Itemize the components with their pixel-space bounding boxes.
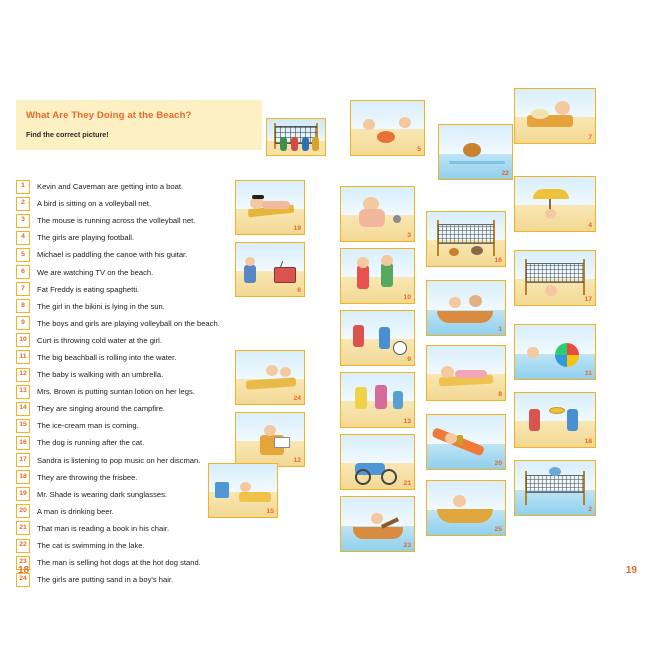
picture-card[interactable] <box>514 250 596 306</box>
picture-card[interactable] <box>340 310 415 366</box>
item-number: 14 <box>16 402 30 416</box>
item-text: The dog is running after the cat. <box>37 438 145 448</box>
bicycle-wheel <box>355 469 371 485</box>
boy-head <box>381 255 393 266</box>
sunglasses-icon <box>252 195 264 199</box>
player-figure <box>379 327 390 349</box>
item-number: 8 <box>16 299 30 313</box>
sky-background <box>427 481 505 511</box>
cat-head <box>463 143 481 157</box>
item-text: A bird is sitting on a volleyball net. <box>37 199 151 209</box>
sandra-head <box>545 285 557 296</box>
list-item[interactable] <box>16 263 256 280</box>
item-number: 6 <box>16 265 30 279</box>
card-number: 8 <box>498 391 502 398</box>
boat-shape <box>437 509 493 523</box>
left-page <box>0 0 327 655</box>
item-text: A man is drinking beer. <box>37 506 114 516</box>
page-title: What Are They Doing at the Beach? <box>26 110 192 121</box>
item-number: 7 <box>16 282 30 296</box>
picture-card[interactable] <box>426 480 506 536</box>
card-number: 12 <box>293 457 301 464</box>
sky-background <box>351 101 424 131</box>
card-number: 6 <box>297 287 301 294</box>
item-number: 9 <box>16 316 30 330</box>
list-item[interactable] <box>16 349 256 366</box>
picture-card[interactable] <box>340 372 415 428</box>
list-item[interactable] <box>16 537 256 554</box>
card-number: 7 <box>588 134 592 141</box>
card-number: 20 <box>494 460 502 467</box>
item-text: The man is selling hot dogs at the hot dog stand. <box>37 558 201 568</box>
list-item[interactable] <box>16 554 256 571</box>
list-item[interactable] <box>16 212 256 229</box>
picture-card[interactable] <box>514 324 596 380</box>
lounger-shape <box>239 492 271 502</box>
card-number: 25 <box>494 526 502 533</box>
card-number: 21 <box>403 480 411 487</box>
woman-body <box>455 370 487 378</box>
picture-card[interactable] <box>426 414 506 470</box>
item-text: Fat Freddy is eating spaghetti. <box>37 284 140 294</box>
picture-card[interactable] <box>350 100 425 156</box>
card-number: 24 <box>293 395 301 402</box>
item-number: 10 <box>16 333 30 347</box>
caveman-head <box>469 295 482 307</box>
cooler-box <box>215 482 229 498</box>
bird-shape <box>549 467 561 476</box>
person-head <box>399 117 411 128</box>
child-figure <box>355 387 367 409</box>
item-number: 19 <box>16 487 30 501</box>
item-number: 23 <box>16 556 30 570</box>
player-figure-yellow <box>312 137 319 151</box>
picture-card[interactable] <box>235 412 305 467</box>
list-item[interactable] <box>16 332 256 349</box>
item-text: The ice-cream man is coming. <box>37 421 139 431</box>
picture-card[interactable] <box>235 180 305 235</box>
card-number: 22 <box>501 170 509 177</box>
card-number: 10 <box>403 294 411 301</box>
child-head <box>266 365 278 376</box>
item-text: The big beachball is rolling into the water. <box>37 352 177 362</box>
kevin-head <box>449 297 461 308</box>
card-number: 2 <box>588 506 592 513</box>
picture-card[interactable] <box>208 463 278 518</box>
picture-card[interactable] <box>514 392 596 448</box>
player-figure <box>529 409 540 431</box>
picture-card[interactable] <box>426 345 506 401</box>
dog-shape <box>471 246 483 255</box>
picture-card[interactable] <box>426 280 506 336</box>
picture-card[interactable] <box>426 211 506 267</box>
person-body <box>262 201 290 209</box>
net-mesh <box>526 263 584 283</box>
item-text: Kevin and Caveman are getting into a boat. <box>37 182 184 192</box>
list-item[interactable] <box>16 195 256 212</box>
picture-card[interactable] <box>340 434 415 490</box>
picture-card[interactable] <box>235 242 305 297</box>
item-text: The girls are putting sand in a boy's hair. <box>37 575 174 585</box>
picture-card-net-header[interactable] <box>266 118 326 156</box>
item-text: The boys and girls are playing volleyball on the beach. <box>37 318 220 328</box>
item-number: 12 <box>16 368 30 382</box>
child-head <box>280 367 291 377</box>
net-mesh <box>438 224 494 244</box>
water-ripple <box>449 161 505 164</box>
item-text: They are singing around the campfire. <box>37 404 165 414</box>
item-number: 20 <box>16 504 30 518</box>
boy-figure <box>381 263 393 287</box>
item-number: 17 <box>16 453 30 467</box>
cat-shape <box>449 248 459 256</box>
child-figure <box>393 391 403 409</box>
card-number: 16 <box>494 257 502 264</box>
item-text: The girls are playing football. <box>37 233 135 243</box>
item-number: 3 <box>16 214 30 228</box>
tv-screen <box>274 267 296 283</box>
book-shape <box>274 437 290 448</box>
canoe-shape <box>353 527 403 539</box>
item-number: 22 <box>16 539 30 553</box>
person-head <box>453 495 466 507</box>
beer-glass <box>457 435 463 445</box>
bicycle-wheel <box>381 469 397 485</box>
list-item[interactable] <box>16 383 256 400</box>
item-text: The cat is swimming in the lake. <box>37 541 145 551</box>
item-text: Sandra is listening to pop music on her discman. <box>37 455 201 465</box>
card-number: 23 <box>403 542 411 549</box>
item-text: Mr. Shade is wearing dark sunglasses. <box>37 489 168 499</box>
child-head <box>527 347 539 358</box>
sky-background <box>427 281 505 311</box>
item-text: Mrs. Brown is putting suntan lotion on her legs. <box>37 387 195 397</box>
card-number: 5 <box>417 146 421 153</box>
item-text: The mouse is running across the volleyball net. <box>37 216 196 226</box>
item-number: 21 <box>16 521 30 535</box>
item-text: We are watching TV on the beach. <box>37 267 154 277</box>
picture-card[interactable] <box>514 460 596 516</box>
item-number: 16 <box>16 436 30 450</box>
instruction-text: Find the correct picture! <box>26 130 109 139</box>
player-figure-blue <box>302 137 309 151</box>
card-number: 17 <box>584 296 592 303</box>
child-figure <box>375 385 387 409</box>
beachball-shape <box>555 343 579 367</box>
picture-card[interactable] <box>514 176 596 232</box>
person-head <box>245 257 255 266</box>
picture-card[interactable] <box>340 248 415 304</box>
item-text: The baby is walking with an umbrella. <box>37 370 164 380</box>
item-number: 11 <box>16 350 30 364</box>
net-mesh <box>526 475 584 493</box>
sky-background <box>341 435 414 465</box>
card-number: 13 <box>403 418 411 425</box>
man-head <box>445 433 457 444</box>
list-item[interactable] <box>16 298 256 315</box>
boat-shape <box>437 311 493 323</box>
page-number-left: 18 <box>18 565 30 576</box>
list-item[interactable] <box>16 315 256 332</box>
mouse-shape <box>393 215 401 223</box>
card-number: 3 <box>407 232 411 239</box>
sky-background <box>341 311 414 341</box>
player-figure <box>567 409 578 431</box>
item-number: 2 <box>16 197 30 211</box>
item-number: 5 <box>16 248 30 262</box>
item-number: 13 <box>16 385 30 399</box>
person-head <box>363 119 375 130</box>
list-item[interactable] <box>16 246 256 263</box>
item-text: The girl in the bikini is lying in the sun. <box>37 301 165 311</box>
person-head <box>240 482 251 492</box>
picture-card[interactable] <box>514 88 596 144</box>
spaghetti-plate <box>531 109 549 119</box>
list-item[interactable] <box>16 571 256 588</box>
person-head <box>264 425 276 436</box>
umbrella-canopy <box>533 189 569 199</box>
picture-card[interactable] <box>340 496 415 552</box>
item-text: Michael is paddling the canoe with his guitar. <box>37 250 188 260</box>
frisbee-shape <box>549 407 565 414</box>
list-item[interactable] <box>16 434 256 451</box>
football-shape <box>393 341 407 355</box>
item-number: 15 <box>16 419 30 433</box>
man-body <box>359 209 385 227</box>
picture-card[interactable] <box>235 350 305 405</box>
list-item[interactable] <box>16 400 256 417</box>
player-figure-red <box>291 137 298 151</box>
person-figure <box>244 265 256 283</box>
item-number: 18 <box>16 470 30 484</box>
player-figure-green <box>280 137 287 151</box>
woman-head <box>441 366 454 378</box>
list-item[interactable] <box>16 229 256 246</box>
item-text: Curt is throwing cold water at the girl. <box>37 335 162 345</box>
card-number: 18 <box>584 438 592 445</box>
card-number: 19 <box>293 225 301 232</box>
sentence-list <box>16 178 256 588</box>
card-number: 11 <box>584 370 592 377</box>
title-banner <box>16 100 262 150</box>
player-figure <box>353 325 364 347</box>
girl-head <box>357 257 369 268</box>
list-item[interactable] <box>16 417 256 434</box>
item-number: 4 <box>16 231 30 245</box>
list-item[interactable] <box>16 178 256 195</box>
card-number: 15 <box>266 508 274 515</box>
sand-background <box>515 421 595 447</box>
list-item[interactable] <box>16 281 256 298</box>
fat-freddy-head <box>555 101 570 115</box>
item-number: 24 <box>16 573 30 587</box>
baby-head <box>545 209 556 219</box>
michael-head <box>371 513 383 524</box>
item-number: 1 <box>16 180 30 194</box>
item-text: That man is reading a book in his chair. <box>37 523 170 533</box>
card-number: 4 <box>588 222 592 229</box>
list-item[interactable] <box>16 366 256 383</box>
card-number: 9 <box>407 356 411 363</box>
sky-background <box>341 249 414 279</box>
item-text: They are throwing the frisbee. <box>37 472 138 482</box>
page-number-right: 19 <box>625 565 637 576</box>
card-number: 1 <box>498 326 502 333</box>
campfire-shape <box>377 131 395 143</box>
picture-card[interactable] <box>438 124 513 180</box>
right-page <box>328 0 655 655</box>
picture-card[interactable] <box>340 186 415 242</box>
list-item[interactable] <box>16 520 256 537</box>
girl-figure <box>357 265 369 289</box>
sand-background <box>515 205 595 231</box>
